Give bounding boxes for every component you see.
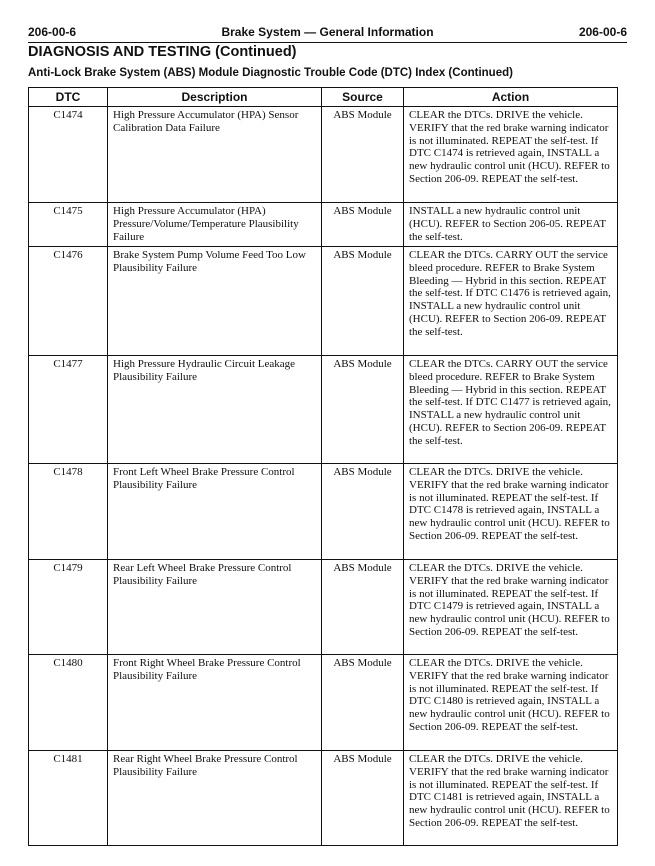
dtc-source: ABS Module	[322, 560, 404, 655]
dtc-code: C1480	[29, 655, 108, 751]
dtc-table	[28, 87, 618, 846]
column-header-source: Source	[322, 88, 404, 107]
dtc-source: ABS Module	[322, 751, 404, 846]
dtc-code: C1475	[29, 203, 108, 247]
dtc-action: CLEAR the DTCs. DRIVE the vehicle. VERIFY that the red brake warning indicator is not illuminated. REPEAT the self-test. If DTC C1479 is retrieved again, INSTALL a new hydraulic control unit (HCU). REFER to Section 206-09. REPEAT the self-test.	[404, 560, 618, 655]
dtc-code: C1477	[29, 356, 108, 464]
table-row	[29, 751, 618, 846]
dtc-description: Front Left Wheel Brake Pressure Control Plausibility Failure	[108, 464, 322, 560]
dtc-code: C1481	[29, 751, 108, 846]
dtc-description: High Pressure Hydraulic Circuit Leakage Plausibility Failure	[108, 356, 322, 464]
dtc-source: ABS Module	[322, 655, 404, 751]
dtc-description: High Pressure Accumulator (HPA) Pressure/Volume/Temperature Plausibility Failure	[108, 203, 322, 247]
running-header	[28, 25, 627, 41]
table-header-row	[29, 88, 618, 107]
dtc-action: CLEAR the DTCs. CARRY OUT the service bleed procedure. REFER to Brake System Bleeding — Hybrid in this section. REPEAT the self-test. If DTC C1476 is retrieved again, INSTALL a new hydraulic control unit (HCU). REFER to Section 206-09. REPEAT the self-test.	[404, 247, 618, 356]
column-header-dtc: DTC	[29, 88, 108, 107]
dtc-source: ABS Module	[322, 203, 404, 247]
table-row	[29, 203, 618, 247]
dtc-description: Rear Left Wheel Brake Pressure Control Plausibility Failure	[108, 560, 322, 655]
dtc-code: C1476	[29, 247, 108, 356]
table-title: Anti-Lock Brake System (ABS) Module Diagnostic Trouble Code (DTC) Index (Continued)	[28, 67, 513, 79]
dtc-action: CLEAR the DTCs. DRIVE the vehicle. VERIFY that the red brake warning indicator is not illuminated. REPEAT the self-test. If DTC C1478 is retrieved again, INSTALL a new hydraulic control unit (HCU). REFER to Section 206-09. REPEAT the self-test.	[404, 464, 618, 560]
page-number-right: 206-00-6	[578, 25, 627, 39]
dtc-action: CLEAR the DTCs. DRIVE the vehicle. VERIFY that the red brake warning indicator is not illuminated. REPEAT the self-test. If DTC C1481 is retrieved again, INSTALL a new hydraulic control unit (HCU). REFER to Section 206-09. REPEAT the self-test.	[404, 751, 618, 846]
section-title: DIAGNOSIS AND TESTING (Continued)	[28, 44, 297, 60]
table-row	[29, 464, 618, 560]
dtc-description: Rear Right Wheel Brake Pressure Control Plausibility Failure	[108, 751, 322, 846]
table-row	[29, 356, 618, 464]
dtc-source: ABS Module	[322, 356, 404, 464]
page-number-left: 206-00-6	[28, 25, 77, 39]
dtc-action: CLEAR the DTCs. CARRY OUT the service bleed procedure. REFER to Brake System Bleeding — Hybrid in this section. REPEAT the self-test. If DTC C1477 is retrieved again, INSTALL a new hydraulic control unit (HCU). REFER to Section 206-09. REPEAT the self-test.	[404, 356, 618, 464]
dtc-action: CLEAR the DTCs. DRIVE the vehicle. VERIFY that the red brake warning indicator is not illuminated. REPEAT the self-test. If DTC C1474 is retrieved again, INSTALL a new hydraulic control unit (HCU). REFER to Section 206-09. REPEAT the self-test.	[404, 107, 618, 203]
column-header-action: Action	[404, 88, 618, 107]
table-row	[29, 560, 618, 655]
dtc-action: CLEAR the DTCs. DRIVE the vehicle. VERIFY that the red brake warning indicator is not illuminated. REPEAT the self-test. If DTC C1480 is retrieved again, INSTALL a new hydraulic control unit (HCU). REFER to Section 206-09. REPEAT the self-test.	[404, 655, 618, 751]
dtc-source: ABS Module	[322, 464, 404, 560]
dtc-code: C1479	[29, 560, 108, 655]
table-row	[29, 107, 618, 203]
dtc-description: Front Right Wheel Brake Pressure Control Plausibility Failure	[108, 655, 322, 751]
table-row	[29, 247, 618, 356]
dtc-code: C1478	[29, 464, 108, 560]
dtc-source: ABS Module	[322, 247, 404, 356]
table-row	[29, 655, 618, 751]
dtc-source: ABS Module	[322, 107, 404, 203]
header-rule	[28, 42, 627, 43]
dtc-action: INSTALL a new hydraulic control unit (HCU). REFER to Section 206-05. REPEAT the self-test.	[404, 203, 618, 247]
column-header-description: Description	[108, 88, 322, 107]
dtc-description: Brake System Pump Volume Feed Too Low Plausibility Failure	[108, 247, 322, 356]
chapter-title: Brake System — General Information	[221, 25, 434, 39]
dtc-description: High Pressure Accumulator (HPA) Sensor Calibration Data Failure	[108, 107, 322, 203]
dtc-code: C1474	[29, 107, 108, 203]
